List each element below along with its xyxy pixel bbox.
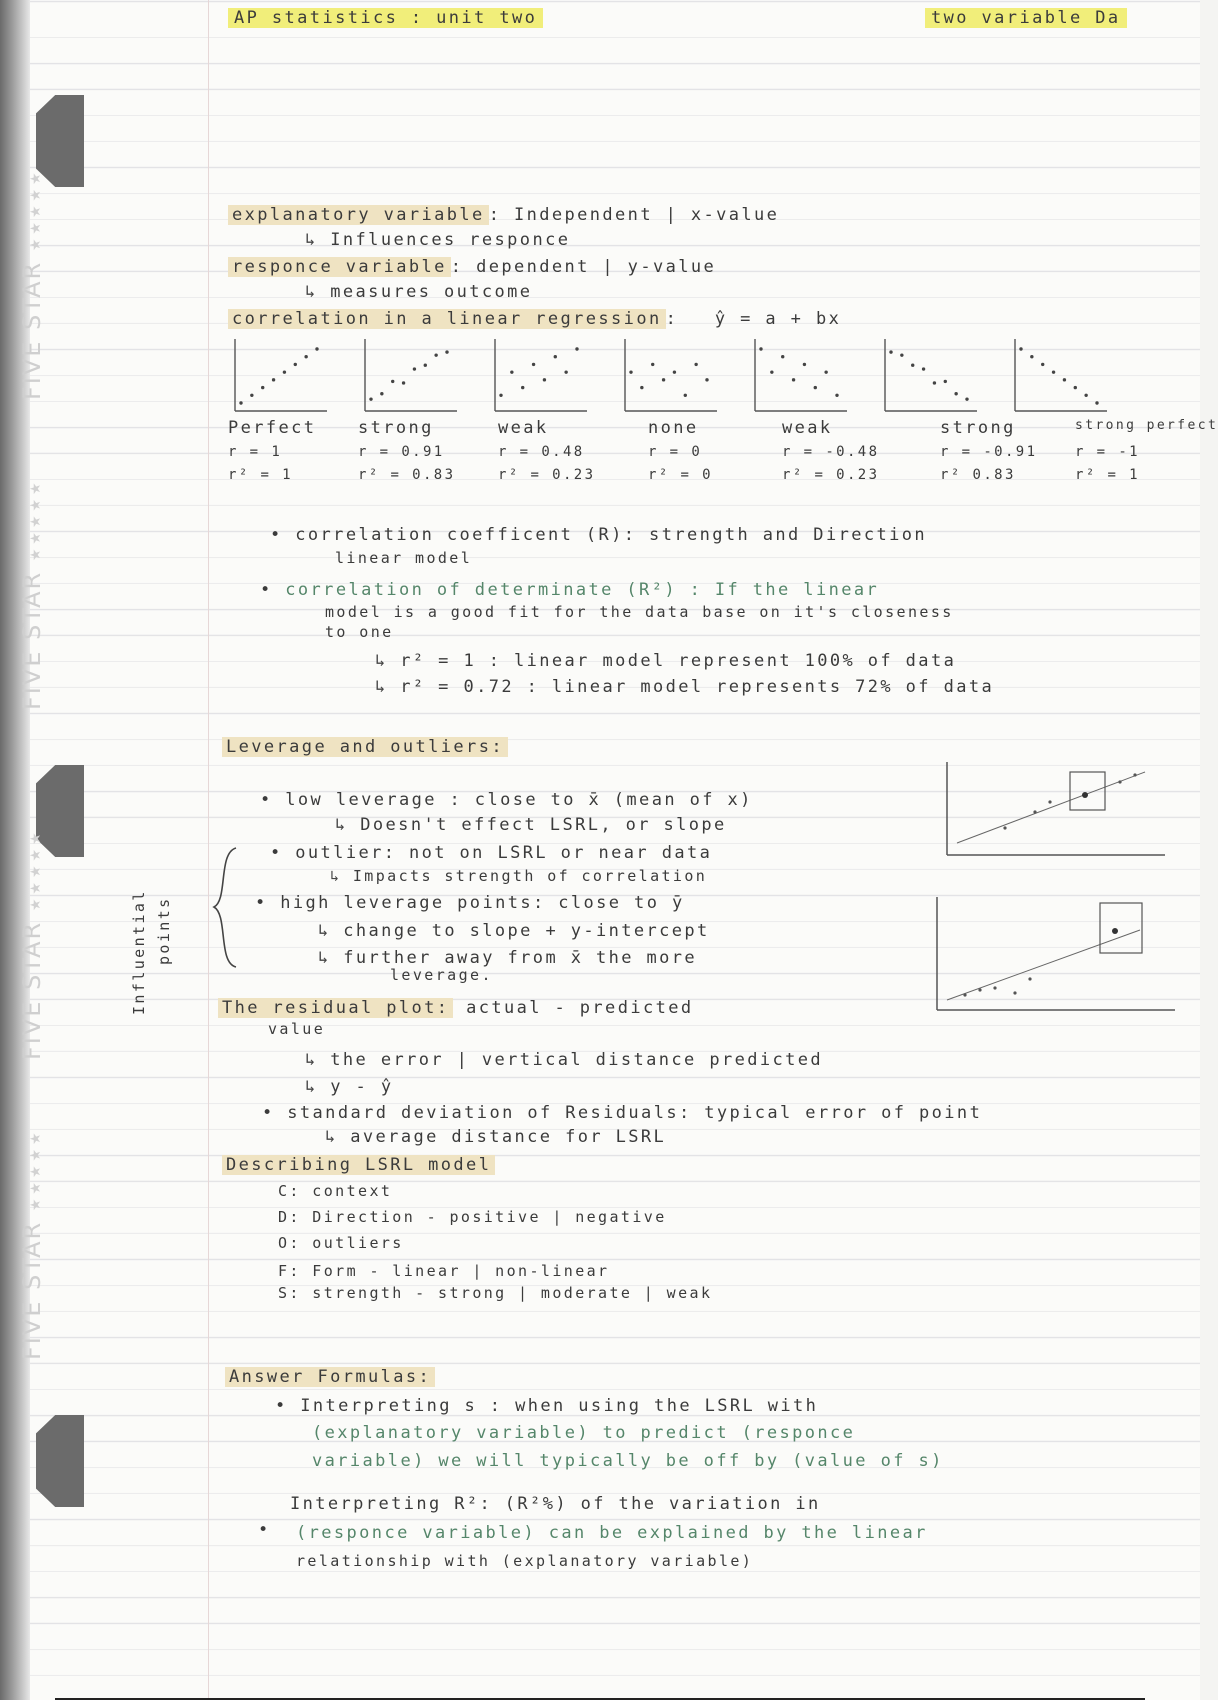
r2-definition: • correlation of determinate (R²) : If the linear [260,580,880,600]
scatter-point [283,370,286,373]
low-leverage: • low leverage : close to x̄ (mean of x) [260,790,753,810]
r-definition: • correlation coefficent (R): strength and Direction [270,525,928,545]
scatter-point [261,386,264,389]
r-squared-value: r² = 0.23 [782,467,880,483]
describing-item: F: Form - linear | non-linear [278,1262,610,1280]
outlier-sub: ↳ Impacts strength of correlation [330,867,708,885]
describing-heading: Describing LSRL model [222,1155,495,1175]
correlation-label: weak [498,418,549,438]
r2-definition-cont: model is a good fit for the data base on it's closeness [325,603,954,621]
r-value: r = -0.91 [940,444,1038,460]
r-squared-value: r² = 0.23 [498,467,596,483]
scatter-point [304,355,307,358]
r-value: r = -0.48 [782,444,880,460]
correlation-label: strong perfect [1075,418,1218,433]
scatter-point [629,370,632,373]
r-definition-cont: linear model [335,549,473,567]
scatter-point [651,363,654,366]
brand-watermark: FIVE STAR ★★★★★ [18,168,46,400]
scatter-point [803,363,806,366]
scatter-point [369,397,372,400]
high-leverage: • high leverage points: close to ȳ [255,893,685,913]
scatter-point [1095,401,1098,404]
scatter-plot [365,339,457,411]
r-squared-value: r² = 1 [228,467,293,483]
scatter-point [662,378,665,381]
scatter-plot [755,339,847,411]
brand-watermark: FIVE STAR ★★★★★ [18,828,46,1060]
brace [210,845,240,970]
response-definition: responce variable : dependent | y-value [228,257,716,277]
r-squared-value: r² = 0.83 [358,467,456,483]
scatter-point [499,394,502,397]
scatter-point [521,386,524,389]
influential-label: points [155,896,173,965]
scatter-point [424,364,427,367]
correlation-label: strong [358,418,434,438]
scatter-point [911,364,914,367]
high-leverage-diagram [935,895,1180,1015]
binder-tab [36,1415,84,1507]
r2-definition-cont: to one [325,623,394,641]
scatter-point [1041,363,1044,366]
correlation-heading: correlation in a linear regression : ŷ = a + bx [228,309,841,329]
formula-s-cont: (explanatory variable) to predict (responce [312,1423,856,1443]
residual-sd: • standard deviation of Residuals: typical error of point [262,1103,983,1123]
r-value: r = 0 [648,444,703,460]
formula-s: • Interpreting s : when using the LSRL with [275,1396,819,1416]
unit-title: AP statistics : unit two [228,8,543,28]
correlation-label: strong [940,418,1016,438]
scatter-plot [235,339,327,411]
residual-sd-sub: ↳ average distance for LSRL [325,1127,667,1147]
scatter-point [684,394,687,397]
correlation-label: weak [782,418,833,438]
scatter-point [272,378,275,381]
scatter-point [391,380,394,383]
r2-example: ↳ r² = 0.72 : linear model represents 72% of data [375,677,995,697]
scatter-point [315,347,318,350]
r-squared-value: r² 0.83 [940,467,1016,483]
r-squared-value: r² = 0 [648,467,713,483]
scatter-point [705,378,708,381]
formula-s-cont: variable) we will typically be off by (value of s) [312,1451,944,1471]
scatter-point [532,363,535,366]
formula-r2: Interpreting R²: (R²%) of the variation in [290,1494,821,1514]
scatter-point [434,353,437,356]
explanatory-definition: explanatory variable : Independent | x-value [228,205,779,225]
response-subnote: ↳ measures outcome [305,282,533,302]
scatter-plot [1015,339,1107,411]
scatter-point [1030,355,1033,358]
describing-item: C: context [278,1182,393,1200]
residual-heading: The residual plot: actual - predicted [218,998,694,1018]
scatter-point [770,370,773,373]
describing-item: O: outliers [278,1234,404,1252]
scatter-point [640,386,643,389]
bullet: • [258,1520,271,1540]
scatter-point [1052,370,1055,373]
outlier-definition: • outlier: not on LSRL or near data [270,843,713,863]
low-leverage-diagram [945,760,1170,860]
topic-title: two variable Da [925,8,1127,28]
leverage-heading: Leverage and outliers: [222,737,508,757]
scatter-point [575,347,578,350]
scatter-point [1063,378,1066,381]
residual-sub: ↳ y - ŷ [305,1077,394,1097]
scatter-point [814,386,817,389]
scatter-point [413,367,416,370]
scatter-point [1084,394,1087,397]
r-value: r = 0.48 [498,444,585,460]
scatter-point [694,363,697,366]
scatter-point [510,370,513,373]
r2-example: ↳ r² = 1 : linear model represent 100% of data [375,651,957,671]
scatter-point [402,381,405,384]
scatter-point [933,381,936,384]
scatter-point [824,370,827,373]
formulas-heading: Answer Formulas: [225,1367,435,1387]
brand-watermark: FIVE STAR ★★★★★ [18,1128,46,1360]
correlation-scatter-row [225,335,1185,420]
scatter-point [1074,386,1077,389]
scatter-point [944,380,947,383]
scatter-point [781,355,784,358]
scatter-point [965,397,968,400]
r-value: r = 0.91 [358,444,445,460]
correlation-label: Perfect [228,418,317,438]
high-leverage-sub-cont: leverage. [390,966,493,984]
scatter-point [239,401,242,404]
scatter-point [250,394,253,397]
scatter-point [673,370,676,373]
scatter-point [759,347,762,350]
correlation-label: none [648,418,699,438]
scatter-plot [495,339,587,411]
scatter-point [543,378,546,381]
r-value: r = 1 [228,444,283,460]
scatter-point [380,392,383,395]
formula-r2-cont: relationship with (explanatory variable) [296,1552,754,1570]
r-squared-value: r² = 1 [1075,467,1140,483]
regression-formula: ŷ = a + bx [714,309,842,329]
describing-item: D: Direction - positive | negative [278,1208,667,1226]
describing-item: S: strength - strong | moderate | weak [278,1284,713,1302]
scatter-point [889,350,892,353]
scatter-point [922,367,925,370]
scatter-point [564,370,567,373]
scatter-point [554,355,557,358]
high-leverage-sub: ↳ further away from x̄ the more [318,948,698,968]
scatter-point [900,353,903,356]
influential-label: Influential [130,889,148,1015]
explanatory-subnote: ↳ Influences responce [305,230,571,250]
scatter-point [954,392,957,395]
scatter-plot [885,339,977,411]
high-leverage-sub: ↳ change to slope + y-intercept [318,921,710,941]
scatter-point [294,363,297,366]
margin-line [208,0,209,1700]
r-value: r = -1 [1075,444,1140,460]
low-leverage-sub: ↳ Doesn't effect LSRL, or slope [335,815,727,835]
scatter-plot [625,339,717,411]
formula-r2-cont: (responce variable) can be explained by the linear [296,1523,928,1543]
residual-sub: ↳ the error | vertical distance predicted [305,1050,824,1070]
scatter-point [792,378,795,381]
scatter-point [1019,347,1022,350]
residual-desc-cont: value [268,1020,326,1038]
scatter-point [835,394,838,397]
brand-watermark: FIVE STAR ★★★★★ [18,478,46,710]
scatter-point [445,350,448,353]
